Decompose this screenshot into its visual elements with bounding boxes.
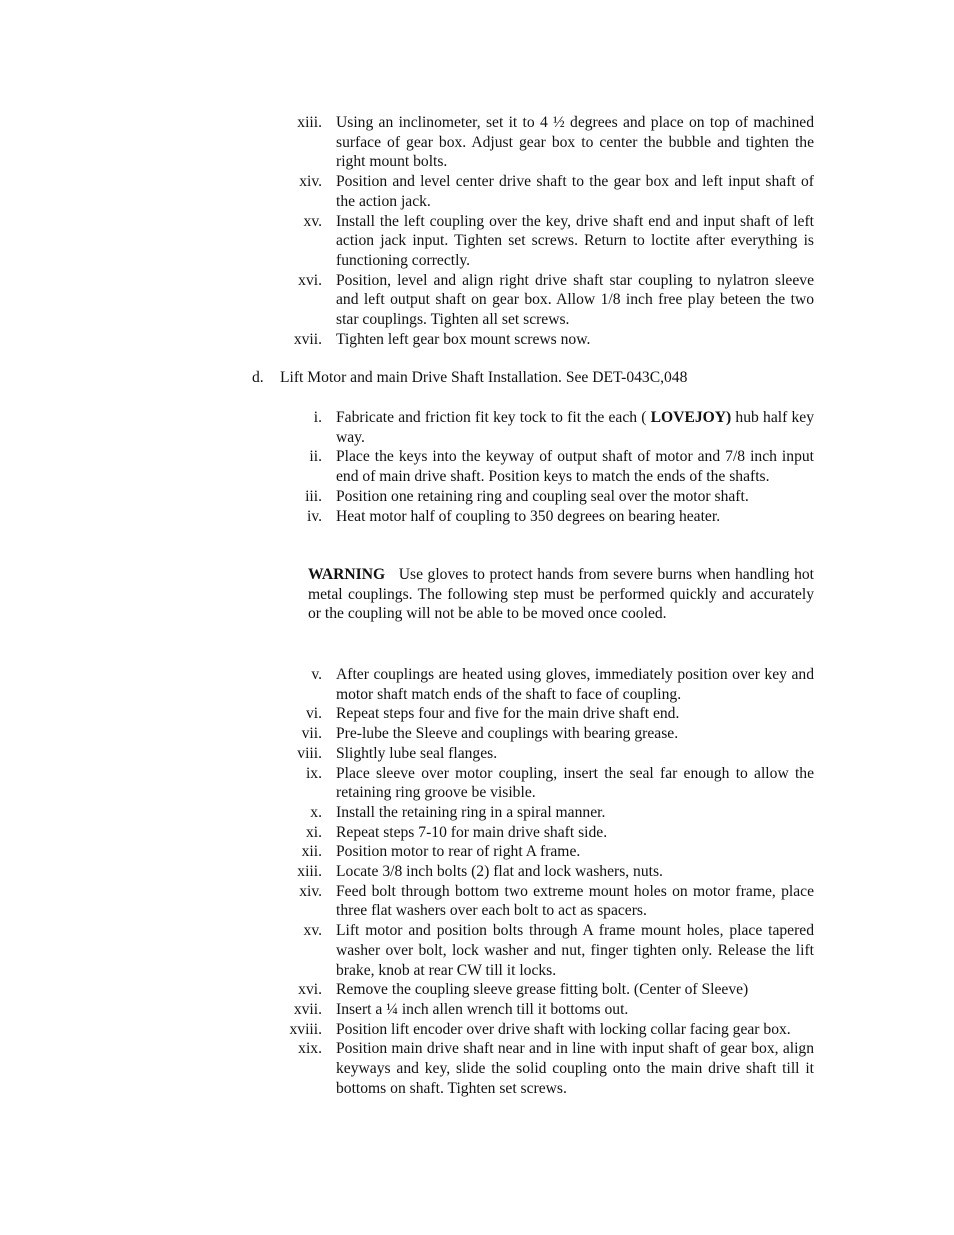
step-text: Repeat steps 7-10 for main drive shaft side. [336, 823, 608, 841]
list-item [0, 507, 954, 527]
step-number: vii. [301, 725, 322, 743]
step-text-part: hub half key way. [336, 409, 814, 446]
step-number: xviii. [289, 1020, 322, 1038]
list-item [0, 823, 954, 843]
step-number: xix. [298, 1040, 322, 1058]
step-number: xiii. [297, 863, 322, 881]
list-item [0, 271, 954, 330]
step-number: ix. [305, 764, 322, 782]
step-text: Locate 3/8 inch bolts (2) flat and lock washers, nuts. [336, 863, 663, 881]
list-item [0, 704, 954, 724]
step-number: xvi. [298, 981, 322, 999]
top-step-list [0, 113, 954, 349]
list-item [0, 1000, 954, 1020]
step-text: Remove the coupling sleeve grease fitting bolt. (Center of Sleeve) [336, 981, 749, 999]
list-item [0, 408, 954, 447]
step-number: ii. [309, 448, 322, 466]
step-text: Pre-lube the Sleeve and couplings with bearing grease. [336, 725, 679, 743]
step-number: i. [313, 409, 322, 426]
list-item [0, 447, 954, 486]
step-text: Lift motor and position bolts through A frame mount holes, place tapered washer over bolt, lock washer and nut, finger tighten only. Release the lift brake, knob at rear CW till it locks. [336, 922, 814, 979]
step-text: Repeat steps four and five for the main drive shaft end. [336, 705, 680, 723]
list-item [0, 842, 954, 862]
step-number: xvi. [298, 271, 322, 289]
list-item [0, 724, 954, 744]
list-item [0, 882, 954, 921]
step-number: xvii. [293, 330, 322, 348]
list-item [0, 1039, 954, 1098]
step-number: xii. [301, 843, 322, 861]
list-item [0, 980, 954, 1000]
list-item [0, 1020, 954, 1040]
list-item [0, 862, 954, 882]
warning-note [308, 565, 814, 624]
list-item [0, 803, 954, 823]
step-number: xi. [305, 823, 322, 841]
step-text: Feed bolt through bottom two extreme mount holes on motor frame, place three flat washers over each bolt to act as spacers. [336, 882, 814, 920]
list-item [0, 487, 954, 507]
step-text: Position, level and align right drive shaft star coupling to nylatron sleeve and left output shaft on gear box. Allow 1/8 inch free play beteen the two star couplings. Tighten all set screws. [336, 271, 814, 329]
step-number: xiv. [299, 173, 322, 191]
step-text: Using an inclinometer, set it to 4 ½ degrees and place on top of machined surface of gear box. Adjust gear box to center the bubble and tighten the right mount bolts. [336, 114, 814, 171]
step-number: vi. [305, 705, 322, 723]
step-text: Position lift encoder over drive shaft with locking collar facing gear box. [336, 1020, 791, 1038]
step-number: xvii. [293, 1000, 322, 1018]
list-item [0, 665, 954, 704]
step-text: Position and level center drive shaft to the gear box and left input shaft of the action jack. [336, 173, 814, 210]
list-item [0, 744, 954, 764]
step-number: xv. [303, 922, 322, 940]
step-number: xv. [303, 212, 322, 230]
section-heading [252, 368, 687, 388]
warning-text: Use gloves to protect hands from severe burns when handling hot metal couplings. The following step must be performed quickly and accurately or the coupling will not be able to be moved once cooled. [308, 566, 815, 623]
step-text: Install the left coupling over the key, drive shaft end and input shaft of left action jack input. Tighten set screws. Return to loctite after everything is functioning correctly. [336, 212, 814, 269]
section-label: d. [252, 369, 264, 386]
step-list-b [0, 665, 954, 1098]
step-number: iii. [305, 487, 322, 505]
list-item [0, 212, 954, 271]
list-item [0, 921, 954, 980]
section-title: Lift Motor and main Drive Shaft Installation. See DET-043C,048 [280, 369, 688, 386]
list-item [0, 330, 954, 350]
step-text: Position one retaining ring and coupling seal over the motor shaft. [336, 487, 749, 505]
step-number: v. [311, 666, 322, 683]
step-text: Install the retaining ring in a spiral manner. [336, 803, 606, 821]
step-number: iv. [306, 507, 322, 525]
step-text-bold: LOVEJOY) [650, 409, 732, 426]
step-text: Tighten left gear box mount screws now. [336, 330, 591, 348]
step-list-a [0, 408, 954, 526]
list-item [0, 172, 954, 211]
step-text: Place the keys into the keyway of output shaft of motor and 7/8 inch input end of main drive shaft. Position keys to match the ends of the shafts. [336, 448, 814, 486]
step-text: Heat motor half of coupling to 350 degrees on bearing heater. [336, 507, 721, 525]
step-number: xiv. [299, 882, 322, 900]
step-text: Insert a ¼ inch allen wrench till it bottoms out. [336, 1000, 629, 1018]
step-text: Place sleeve over motor coupling, insert the seal far enough to allow the retaining ring groove be visible. [336, 764, 814, 802]
step-number: x. [310, 803, 322, 821]
list-item [0, 113, 954, 172]
warning-label: WARNING [308, 566, 386, 583]
step-text-part: Fabricate and friction fit key tock to fit the each ( [336, 409, 651, 426]
step-text: Position main drive shaft near and in line with input shaft of gear box, align keyways and key, slide the solid coupling onto the main drive shaft till it bottoms on shaft. Tighten set screws. [336, 1040, 814, 1097]
list-item [0, 764, 954, 803]
step-text: Slightly lube seal flanges. [336, 744, 498, 762]
step-text [336, 408, 814, 447]
step-text: After couplings are heated using gloves, immediately position over key and motor shaft match ends of the shaft to face of coupling. [336, 666, 814, 703]
step-number: viii. [297, 744, 322, 762]
step-number: xiii. [297, 114, 322, 131]
step-text: Position motor to rear of right A frame. [336, 843, 581, 861]
